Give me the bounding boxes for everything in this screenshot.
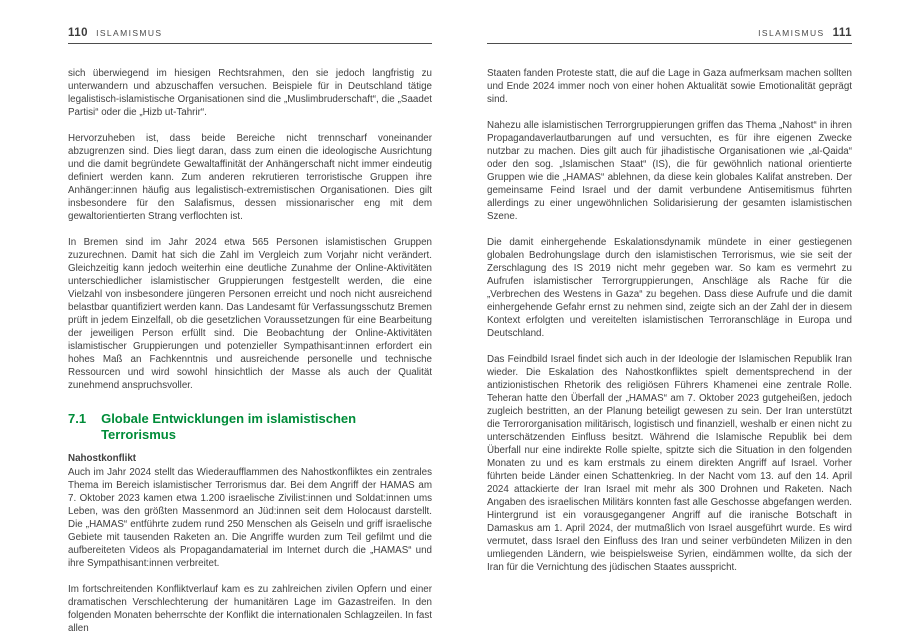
body-paragraph: Staaten fanden Proteste statt, die auf die Lage in Gaza aufmerksam machen sollten und Ende 2024 immer noch von einer hohen Aktualität sowie Emotionalität geprägt sind. bbox=[487, 68, 852, 105]
subsection-heading: Nahostkonflikt bbox=[68, 453, 137, 464]
page-header-left bbox=[68, 27, 432, 39]
body-paragraph: Das Feindbild Israel findet sich auch in der Ideologie der Islamischen Republik Iran wieder. Die Eskalation des Nahostkonfliktes spielt dementsprechend in der antizionistischen Rhetorik des religiösen Führers Khamenei eine zentrale Rolle. Teheran hatte den Überfall der „HAMAS“ am 7. Oktober 2023 gutgeheißen, jedoch zugleich bestritten, an der Planung beteiligt gewesen zu sein. Der Iran unterstützt die Terrororganisation militärisch, logistisch und finanziell, weshalb er einen nicht zu unterschätzenden Einfluss besitzt. Während die Islamische Republik bei dem Überfall nur eine indirekte Rolle spielte, spitzte sich die Situation in den folgenden Monaten zu und es kam erstmals zu einem direkten Angriff auf Israel. Vorher führten beide Länder einen Schattenkrieg. In der Nacht vom 13. auf den 14. April 2024 attackierte der Iran Israel mit mehr als 300 Drohnen und Raketen. Nach Angaben des israelischen Militärs konnten fast alle Geschosse abgefangen werden. Hintergrund ist ein vorausgegangener Angriff auf die iranische Botschaft in Damaskus am 1. April 2024, der mutmaßlich von Israel ausgeführt wurde. Es wird vermutet, dass Israel den Einfluss des Iran und seiner verbündeten Milizen in den umliegenden Ländern, wie beispielsweise Syrien, eindämmen wollte, da sich der Iran für die Vernichtung des jüdischen Staates ausspricht. bbox=[487, 354, 852, 573]
body-paragraph: In Bremen sind im Jahr 2024 etwa 565 Personen islamistischen Gruppen zuzurechnen. Damit hat sich die Zahl im Vergleich zum Vorjahr nicht verändert. Gleichzeitig kann jedoch weiterhin eine deutliche Zunahme der Online-Aktivitäten unterschiedlicher islamistischer Gruppierungen festgestellt werden, die eine Vielzahl von insbesondere jüngeren Personen erreicht und noch nicht ausreichend belastbar quantifiziert werden kann. Das Landesamt für Verfassungsschutz Bremen prüft in jedem Einzelfall, ob die gesetzlichen Voraussetzungen für eine Bearbeitung der jeweiligen Person erfüllt sind. Die Beobachtung der Online-Aktivitäten islamistischer Gruppierungen und potenzieller Sympathisant:innen erfordert ein hohes Maß an Fachkenntnis und ausreichende personelle und technische Ressourcen und wird sowohl hinsichtlich der Masse als auch der Qualität zunehmend anspruchsvoller. bbox=[68, 237, 432, 391]
page-number: 110 bbox=[68, 27, 89, 39]
header-rule bbox=[487, 43, 852, 44]
page-header-right bbox=[487, 27, 852, 39]
section-heading bbox=[68, 411, 432, 443]
page-body-left bbox=[68, 67, 432, 635]
header-rule bbox=[68, 43, 432, 44]
chapter-title: ISLAMISMUS bbox=[96, 28, 163, 38]
body-paragraph: Hervorzuheben ist, dass beide Bereiche nicht trennscharf voneinander abzugrenzen sind. Dies liegt daran, dass zum einen die ideologische Ausrichtung und die damit begründete Gewaltaffinität der Anhängerschaft nicht immer eindeutig definiert werden kann. Zum anderen rekrutieren terroristische Gruppen ihre Anhänger:innen häufig aus legalistisch-extremistischen Organisationen. Dies gilt insbesondere für den Salafismus, dessen missionarischer eng mit dem gewaltorientierten Strang verflochten ist. bbox=[68, 133, 432, 222]
page-body-right bbox=[487, 67, 852, 574]
section-title: Globale Entwicklungen im islamistischen Terrorismus bbox=[101, 411, 357, 442]
body-paragraph: sich überwiegend im hiesigen Rechtsrahmen, den sie jedoch langfristig zu unterwandern und abzuschaffen versuchen. Beispiele für in Deutschland tätige legalistisch-islamistische Organisationen sind die „Muslimbruderschaft“, die „Saadet Partisi“ oder die „Hizb ut-Tahrir“. bbox=[68, 68, 432, 118]
chapter-title: ISLAMISMUS bbox=[758, 28, 825, 38]
body-paragraph: Die damit einhergehende Eskalationsdynamik mündete in einer gestiegenen globalen Bedrohungslage durch den islamistischen Terrorismus, wie sie seit der Zerschlagung des IS 2019 nicht mehr gegeben war. So kam es vermehrt zu Aufrufen islamistischer Terrorgruppierungen, Anschläge als Rache für die „Verbrechen des Westens in Gaza“ zu begehen. Dass diese Aufrufe und die damit einhergehende Gefahr ernst zu nehmen sind, zeigte sich an der Zahl der in diesem Kontext erfolgten und vereitelten islamistischen Terroranschläge in Europa und Deutschland. bbox=[487, 237, 852, 339]
section-number: 7.1 bbox=[68, 411, 87, 426]
body-paragraph: Im fortschreitenden Konfliktverlauf kam es zu zahlreichen zivilen Opfern und einer dramatischen Verschlechterung der humanitären Lage im Gazastreifen. In den folgenden Monaten beherrschte der Konflikt die internationalen Schlagzeilen. In fast allen bbox=[68, 584, 432, 634]
page-111 bbox=[450, 0, 900, 638]
body-paragraph: Auch im Jahr 2024 stellt das Wiederaufflammen des Nahostkonfliktes ein zentrales Thema im Bereich islamistischer Terrorismus dar. Bei dem Angriff der HAMAS am 7. Oktober 2023 kamen etwa 1.200 israelische Zivilist:innen und Soldat:innen ums Leben, was den größten Massenmord an Jüd:innen seit dem Holocaust darstellt. Die „HAMAS“ entführte zudem rund 250 Menschen als Geiseln und griff israelische Gebiete mit tausenden Raketen an. Die Angriffe wurden zum Teil gefilmt und die aufbereiteten Videos als Propagandamaterial im Internet durch die „HAMAS“ und ihre Sympathisant:innen verbreitet. bbox=[68, 467, 432, 569]
body-paragraph: Nahezu alle islamistischen Terrorgruppierungen griffen das Thema „Nahost“ in ihren Propagandaverlautbarungen auf und versuchten, es für ihre eigenen Zwecke nutzbar zu machen. Dies gilt auch für jihadistische Organisationen wie „al-Qaida“ oder den sog. „Islamischen Staat“ (IS), die für gewöhnlich national orientierte Gruppen wie die „HAMAS“ ablehnen, da diese kein globales Kalifat anstreben. Der gemeinsame Feind Israel und der damit verbundene Antisemitismus führten allerdings zu einer ungewöhnlichen Solidarisierung der gesamten islamistischen Szene. bbox=[487, 120, 852, 222]
page-number: 111 bbox=[832, 27, 852, 39]
